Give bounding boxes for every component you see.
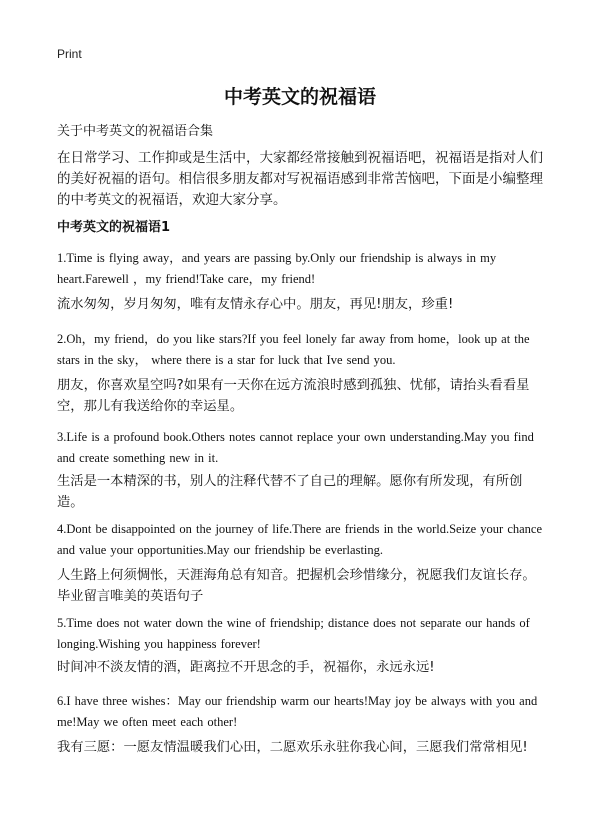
document-subtitle: 关于中考英文的祝福语合集 — [57, 124, 214, 139]
print-link[interactable]: Print — [57, 47, 82, 61]
chinese-translation-4: 人生路上何须惆怅，天涯海角总有知音。把握机会珍惜缘分，祝愿我们友谊长存。毕业留言唯美的英语句子 — [57, 568, 536, 604]
chinese-translation-6: 我有三愿：一愿友情温暖我们心田，二愿欢乐永驻你我心间，三愿我们常常相见! — [57, 740, 528, 755]
page-title: 中考英文的祝福语 — [223, 86, 376, 108]
chinese-translation-1: 流水匆匆，岁月匆匆，唯有友情永存心中。朋友，再见!朋友，珍重! — [57, 297, 454, 312]
english-blessing-6: 6.I have three wishes：May our friendship warm our hearts!May joy be always with you and me!May we often meet each other! — [57, 694, 538, 729]
intro-paragraph: 在日常学习、工作抑或是生活中，大家都经常接触到祝福语吧，祝福语是指对人们的美好祝福的语句。相信很多朋友都对写祝福语感到非常苦恼吧，下面是小编整理的中考英文的祝福语，欢迎大家分享。 — [57, 150, 543, 208]
section-heading: 中考英文的祝福语1 — [57, 220, 171, 235]
english-blessing-4: 4.Dont be disappointed on the journey of life.There are friends in the world.Seize your chance and value your opportunities.May our friendship be everlasting. — [57, 522, 543, 557]
chinese-translation-5: 时间冲不淡友情的酒，距离拉不开思念的手，祝福你，永远永远! — [57, 660, 435, 675]
english-blessing-1: 1.Time is flying away，and years are passing by.Only our friendship is always in my heart.Farewell ，my friend!Take care，my friend! — [57, 251, 497, 286]
english-blessing-5: 5.Time does not water down the wine of friendship; distance does not separate our hands of longing.Wishing you happiness forever! — [57, 616, 530, 651]
english-blessing-3: 3.Life is a profound book.Others notes cannot replace your own understanding.May you find and create something new in it. — [57, 430, 534, 465]
english-blessing-2: 2.Oh，my friend，do you like stars?If you feel lonely far away from home，look up at the stars in the sky， where there is a star for luck that Ive send you. — [57, 332, 530, 367]
chinese-translation-2: 朋友，你喜欢星空吗?如果有一天你在远方流浪时感到孤独、忧郁，请抬头看看星空，那儿有我送给你的幸运星。 — [57, 378, 530, 414]
chinese-translation-3: 生活是一本精深的书，别人的注释代替不了自己的理解。愿你有所发现，有所创造。 — [57, 474, 523, 510]
